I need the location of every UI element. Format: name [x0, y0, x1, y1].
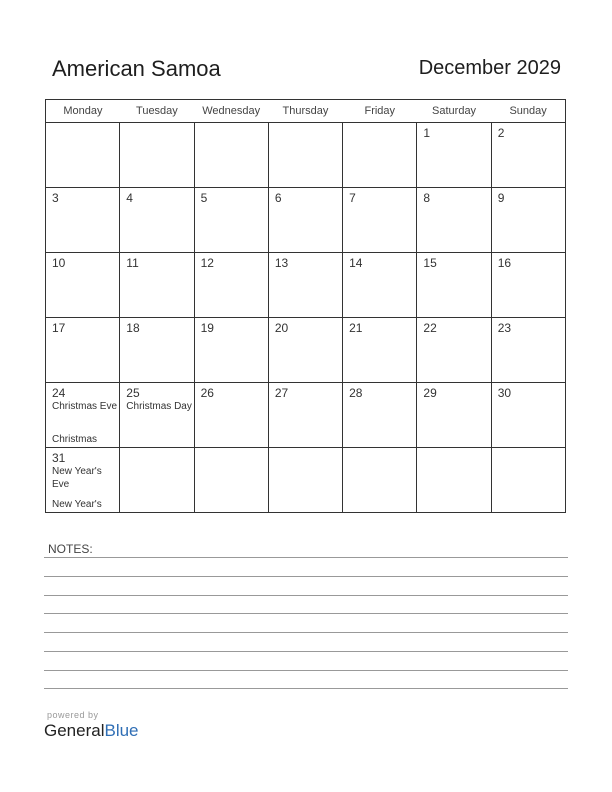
- notes-line: [44, 632, 568, 633]
- day-number: 27: [274, 386, 289, 400]
- day-cell: [194, 188, 268, 253]
- day-number: 6: [274, 191, 282, 205]
- notes-line: [44, 651, 568, 652]
- day-cell: [194, 123, 268, 188]
- day-number: 25: [126, 386, 140, 400]
- week-row: [46, 253, 566, 318]
- week-row: [46, 318, 566, 383]
- day-number: 18: [126, 321, 140, 335]
- day-number: 4: [126, 191, 133, 205]
- holiday-label: Christmas: [52, 434, 98, 445]
- weekday-wednesday: Wednesday: [194, 100, 268, 123]
- day-cell: [194, 383, 268, 448]
- holiday-label: New Year's Eve: [52, 466, 102, 490]
- region-title: American Samoa: [52, 56, 221, 81]
- notes-line: [44, 576, 568, 577]
- notes-label: NOTES:: [48, 542, 93, 556]
- notes-line: [44, 613, 568, 614]
- day-number: 21: [349, 321, 363, 335]
- week-row: [46, 383, 566, 448]
- brand-general: General: [44, 721, 105, 740]
- day-cell: [194, 318, 268, 383]
- day-number: 16: [497, 256, 512, 270]
- day-cell: [417, 383, 491, 448]
- day-number: 14: [349, 256, 363, 270]
- holiday-label: Christmas Day: [126, 401, 192, 412]
- day-number: 10: [52, 256, 66, 270]
- day-number: 9: [497, 191, 505, 205]
- day-cell: [343, 123, 417, 188]
- day-number: 13: [274, 256, 289, 270]
- day-cell: [343, 383, 417, 448]
- day-cell: [491, 123, 565, 188]
- weekday-monday: Monday: [46, 100, 120, 123]
- day-number: 1: [423, 126, 431, 140]
- week-row: [46, 448, 566, 513]
- day-cell: [491, 318, 565, 383]
- weekday-friday: Friday: [343, 100, 417, 123]
- day-cell: [194, 448, 268, 513]
- day-number: 3: [52, 191, 59, 205]
- day-number: 2: [497, 126, 505, 140]
- day-number: 23: [497, 321, 512, 335]
- day-cell: [491, 448, 565, 513]
- week-row: [46, 123, 566, 188]
- notes-line: [44, 688, 568, 689]
- brand-logo: [44, 721, 139, 741]
- brand-blue: Blue: [104, 721, 139, 740]
- day-number: 11: [126, 256, 139, 270]
- day-cell: [491, 383, 565, 448]
- notes-line: [44, 595, 568, 596]
- month-title: December 2029: [418, 57, 561, 79]
- day-cell: [268, 383, 342, 448]
- day-cell: [343, 448, 417, 513]
- holiday-label: Christmas Eve: [52, 401, 118, 412]
- day-cell: [268, 253, 342, 318]
- weekday-header-row: [46, 100, 566, 123]
- day-number: 20: [274, 321, 289, 335]
- day-number: 8: [423, 191, 431, 205]
- day-cell: [417, 253, 491, 318]
- day-cell: [268, 123, 342, 188]
- day-cell: [491, 253, 565, 318]
- day-cell: [120, 383, 194, 448]
- day-cell: [343, 253, 417, 318]
- day-number: 24: [52, 386, 66, 400]
- day-cell: [120, 448, 194, 513]
- weekday-thursday: Thursday: [268, 100, 342, 123]
- day-cell: [120, 253, 194, 318]
- day-number: 19: [200, 321, 214, 335]
- weekday-tuesday: Tuesday: [120, 100, 194, 123]
- day-cell: [417, 318, 491, 383]
- day-number: 29: [423, 386, 437, 400]
- day-number: 26: [200, 386, 214, 400]
- weekday-sunday: Sunday: [491, 100, 565, 123]
- notes-line: [44, 557, 568, 558]
- day-cell: [417, 123, 491, 188]
- notes-line: [44, 670, 568, 671]
- day-cell: [120, 318, 194, 383]
- day-cell: [46, 448, 120, 513]
- day-cell: [46, 253, 120, 318]
- day-number: 30: [497, 386, 512, 400]
- day-cell: [343, 318, 417, 383]
- day-number: 5: [200, 191, 208, 205]
- day-cell: [268, 318, 342, 383]
- day-number: 15: [423, 256, 437, 270]
- day-cell: [120, 188, 194, 253]
- day-cell: [46, 383, 120, 448]
- day-number: 17: [52, 321, 66, 335]
- day-number: 7: [349, 191, 356, 205]
- powered-by-text: powered by: [47, 710, 99, 720]
- day-cell: [194, 253, 268, 318]
- day-cell: [491, 188, 565, 253]
- day-cell: [46, 123, 120, 188]
- day-cell: [268, 188, 342, 253]
- day-number: 12: [200, 256, 214, 270]
- day-cell: [120, 123, 194, 188]
- day-number: 31: [52, 451, 66, 465]
- day-number: 22: [423, 321, 437, 335]
- calendar-grid: [45, 99, 566, 513]
- day-cell: [343, 188, 417, 253]
- day-cell: [417, 448, 491, 513]
- day-cell: [417, 188, 491, 253]
- holiday-label: New Year's: [52, 499, 102, 510]
- weekday-saturday: Saturday: [417, 100, 491, 123]
- day-number: 28: [349, 386, 363, 400]
- day-cell: [268, 448, 342, 513]
- day-cell: [46, 318, 120, 383]
- day-cell: [46, 188, 120, 253]
- week-row: [46, 188, 566, 253]
